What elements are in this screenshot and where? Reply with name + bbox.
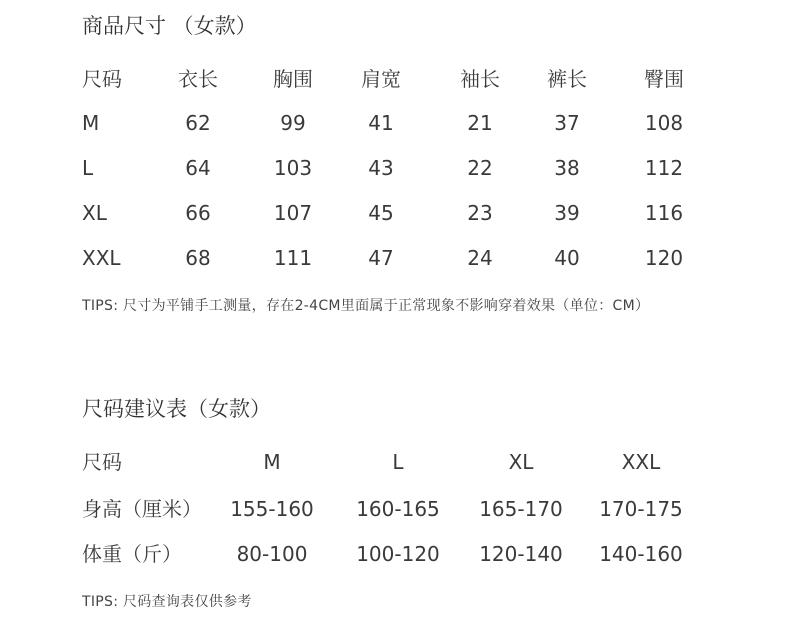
header-cell-sleeve: 袖长 bbox=[460, 67, 500, 91]
table-cell: 100-120 bbox=[356, 542, 440, 566]
table-row bbox=[0, 108, 790, 138]
table-row bbox=[0, 153, 790, 183]
size-cell: L bbox=[82, 156, 94, 180]
header-cell-shoulder: 肩宽 bbox=[361, 67, 401, 91]
table-cell: 80-100 bbox=[236, 542, 308, 566]
recommend-table-header-row bbox=[0, 447, 790, 477]
table-cell: 68 bbox=[185, 246, 211, 270]
table-cell: 22 bbox=[467, 156, 493, 180]
header-cell-m: M bbox=[263, 450, 281, 474]
header-cell-bust: 胸围 bbox=[273, 67, 313, 91]
table-cell: 140-160 bbox=[599, 542, 683, 566]
table-cell: 103 bbox=[273, 156, 313, 180]
table-cell: 64 bbox=[185, 156, 211, 180]
size-cell: XL bbox=[82, 201, 107, 225]
table-cell: 21 bbox=[467, 111, 493, 135]
size-table-tips: TIPS: 尺寸为平铺手工测量，存在2-4CM里面属于正常现象不影响穿着效果（单位：CM） bbox=[82, 298, 650, 314]
size-table-title: 商品尺寸 （女款） bbox=[82, 14, 257, 38]
recommend-table-tips: TIPS: 尺码查询表仅供参考 bbox=[82, 594, 252, 610]
header-cell-l: L bbox=[392, 450, 404, 474]
table-row bbox=[0, 539, 790, 569]
table-cell: 39 bbox=[554, 201, 580, 225]
row-label-weight: 体重（斤） bbox=[82, 542, 182, 566]
header-cell-length: 衣长 bbox=[178, 67, 218, 91]
size-cell: XXL bbox=[82, 246, 121, 270]
header-cell-xl: XL bbox=[508, 450, 534, 474]
table-cell: 24 bbox=[467, 246, 493, 270]
header-cell-pants-length: 裤长 bbox=[547, 67, 587, 91]
table-cell: 66 bbox=[185, 201, 211, 225]
table-cell: 120 bbox=[644, 246, 684, 270]
table-cell: 165-170 bbox=[479, 497, 563, 521]
table-row bbox=[0, 198, 790, 228]
header-cell-size: 尺码 bbox=[82, 450, 122, 474]
table-cell: 37 bbox=[554, 111, 580, 135]
table-row bbox=[0, 243, 790, 273]
table-cell: 38 bbox=[554, 156, 580, 180]
table-cell: 116 bbox=[644, 201, 684, 225]
table-cell: 108 bbox=[644, 111, 684, 135]
table-cell: 23 bbox=[467, 201, 493, 225]
table-cell: 160-165 bbox=[356, 497, 440, 521]
size-table-header-row bbox=[0, 64, 790, 94]
row-label-height: 身高（厘米） bbox=[82, 497, 202, 521]
header-cell-size: 尺码 bbox=[82, 67, 122, 91]
table-cell: 45 bbox=[368, 201, 394, 225]
table-cell: 111 bbox=[273, 246, 313, 270]
table-cell: 43 bbox=[368, 156, 394, 180]
table-cell: 120-140 bbox=[479, 542, 563, 566]
header-cell-hip: 臀围 bbox=[644, 67, 684, 91]
recommend-table-title: 尺码建议表（女款） bbox=[82, 397, 271, 421]
table-cell: 155-160 bbox=[230, 497, 314, 521]
table-row bbox=[0, 494, 790, 524]
table-cell: 112 bbox=[644, 156, 684, 180]
table-cell: 41 bbox=[368, 111, 394, 135]
table-cell: 62 bbox=[185, 111, 211, 135]
header-cell-xxl: XXL bbox=[621, 450, 661, 474]
size-cell: M bbox=[82, 111, 100, 135]
table-cell: 99 bbox=[280, 111, 306, 135]
table-cell: 107 bbox=[273, 201, 313, 225]
table-cell: 170-175 bbox=[599, 497, 683, 521]
table-cell: 47 bbox=[368, 246, 394, 270]
table-cell: 40 bbox=[554, 246, 580, 270]
